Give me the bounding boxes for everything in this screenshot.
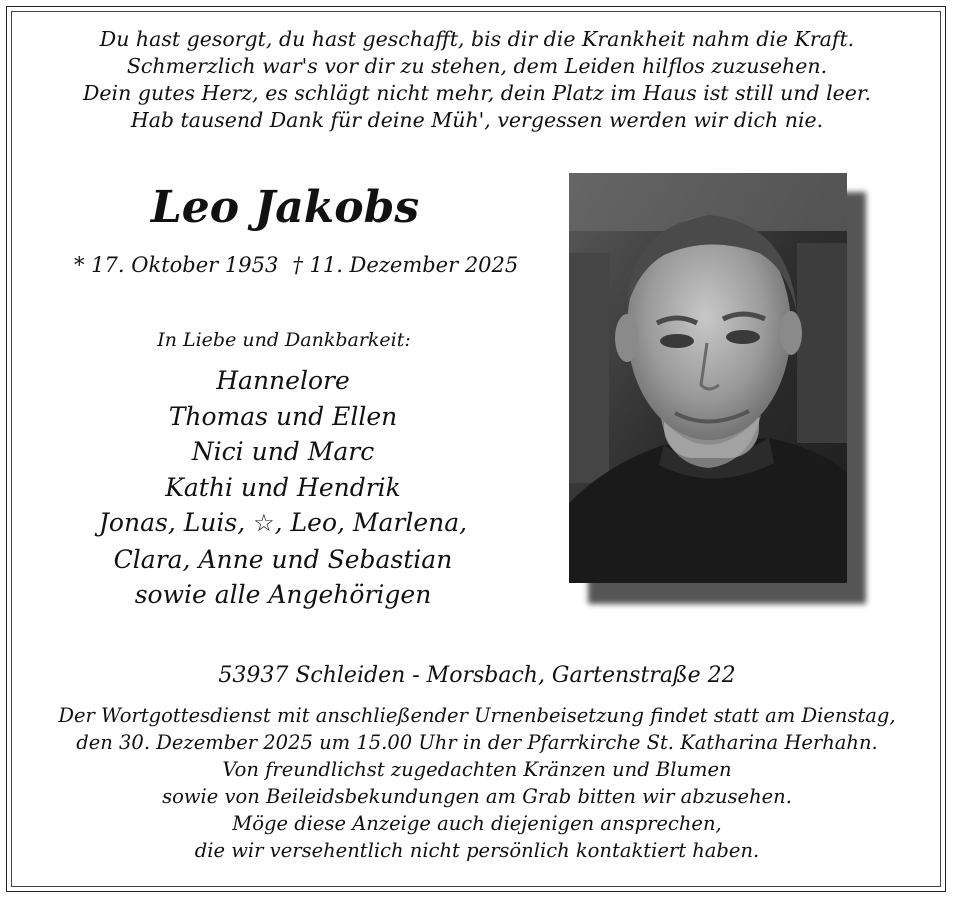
- mourner-line: sowie alle Angehörigen: [134, 580, 432, 609]
- address: 53937 Schleiden - Morsbach, Gartenstraße 22: [218, 663, 736, 688]
- service-line: den 30. Dezember 2025 um 15.00 Uhr in der Pfarrkirche St. Katharina Herhahn.: [76, 731, 878, 754]
- grandchildren-end: , Leo, Marlena,: [274, 508, 468, 537]
- mourner-line: Thomas und Ellen: [168, 401, 398, 431]
- service-line: die wir versehentlich nicht persönlich kontaktiert haben.: [194, 839, 760, 862]
- mourner-line: Clara, Anne und Sebastian: [113, 544, 453, 574]
- poem-line: Dein gutes Herz, es schlägt nicht mehr, dein Platz im Haus ist still und leer.: [82, 81, 871, 105]
- service-line: Von freundlichst zugedachten Kränzen und Blumen: [222, 758, 732, 781]
- service-line: Der Wortgottesdienst mit anschließender Urnenbeisetzung findet statt am Dienstag,: [58, 704, 896, 727]
- mourners-intro: In Liebe und Dankbarkeit:: [157, 329, 411, 351]
- mourners-list: [60, 363, 506, 613]
- portrait-photo: [569, 173, 847, 583]
- life-dates: [74, 250, 519, 280]
- grandchildren-start: Jonas, Luis,: [98, 508, 254, 537]
- birth-date: * 17. Oktober 1953: [74, 253, 279, 277]
- deceased-name: Leo Jakobs: [150, 182, 420, 233]
- grandchildren-line: [60, 505, 506, 542]
- service-line: Möge diese Anzeige auch diejenigen ansprechen,: [232, 812, 722, 835]
- poem-line: Du hast gesorgt, du hast geschafft, bis dir die Krankheit nahm die Kraft.: [99, 27, 855, 51]
- mourner-line: Kathi und Hendrik: [165, 472, 401, 502]
- poem-line: Hab tausend Dank für deine Müh', vergessen werden wir dich nie.: [130, 108, 824, 132]
- star-outline-icon: ☆: [253, 509, 275, 537]
- mourner-line: Nici und Marc: [191, 437, 375, 466]
- memorial-poem: [20, 26, 934, 134]
- service-info: [20, 702, 934, 864]
- death-date: † 11. Dezember 2025: [292, 253, 519, 277]
- portrait-image: [569, 173, 847, 583]
- service-line: sowie von Beileidsbekundungen am Grab bitten wir abzusehen.: [162, 785, 792, 808]
- mourner-line: Hannelore: [216, 366, 350, 395]
- poem-line: Schmerzlich war's vor dir zu stehen, dem Leiden hilflos zuzusehen.: [126, 54, 828, 78]
